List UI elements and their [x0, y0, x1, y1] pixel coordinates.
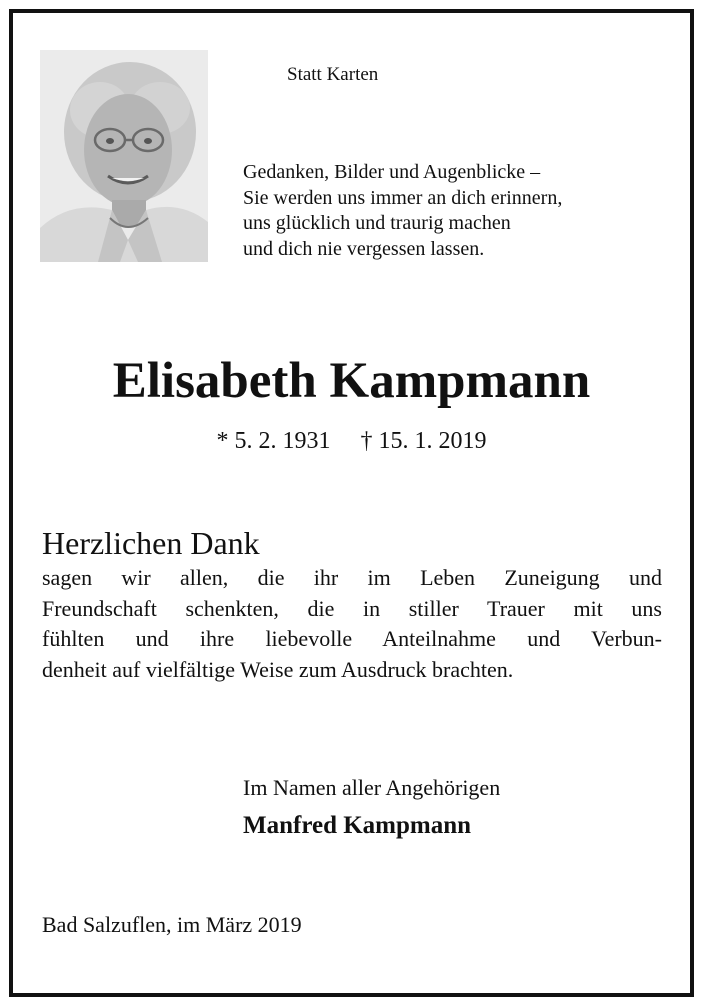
statt-karten-label: Statt Karten [287, 64, 379, 85]
poem-line: Gedanken, Bilder und Augenblicke – [243, 161, 541, 183]
thanks-line: denheit auf vielfältige Weise zum Ausdruck brachten. [42, 656, 514, 682]
poem-line: und dich nie vergessen lassen. [243, 237, 485, 260]
signature-intro: Im Namen aller Angehörigen [243, 775, 501, 800]
birth-date: * 5. 2. 1931 [216, 428, 331, 454]
death-date: † 15. 1. 2019 [360, 428, 487, 454]
deceased-name: Elisabeth Kampmann [112, 353, 591, 409]
thanks-line: sagen wir allen, die ihr im Leben Zuneigung und [42, 565, 662, 590]
poem-line: uns glücklich und traurig machen [243, 212, 511, 234]
thanks-heading: Herzlichen Dank [42, 525, 260, 561]
life-dates [0, 426, 703, 456]
poem-line: Sie werden uns immer an dich erinnern, [243, 186, 563, 209]
thanks-line: Freundschaft schenkten, die in stiller Trauer mit uns [42, 595, 662, 621]
thanks-text [42, 563, 662, 685]
signature-name: Manfred Kampmann [243, 812, 472, 839]
portrait-photo [40, 50, 208, 262]
memorial-poem [243, 160, 562, 262]
thanks-line: fühlten und ihre liebevolle Anteilnahme und Verbun- [42, 626, 662, 651]
place-and-date: Bad Salzuflen, im März 2019 [42, 912, 302, 937]
